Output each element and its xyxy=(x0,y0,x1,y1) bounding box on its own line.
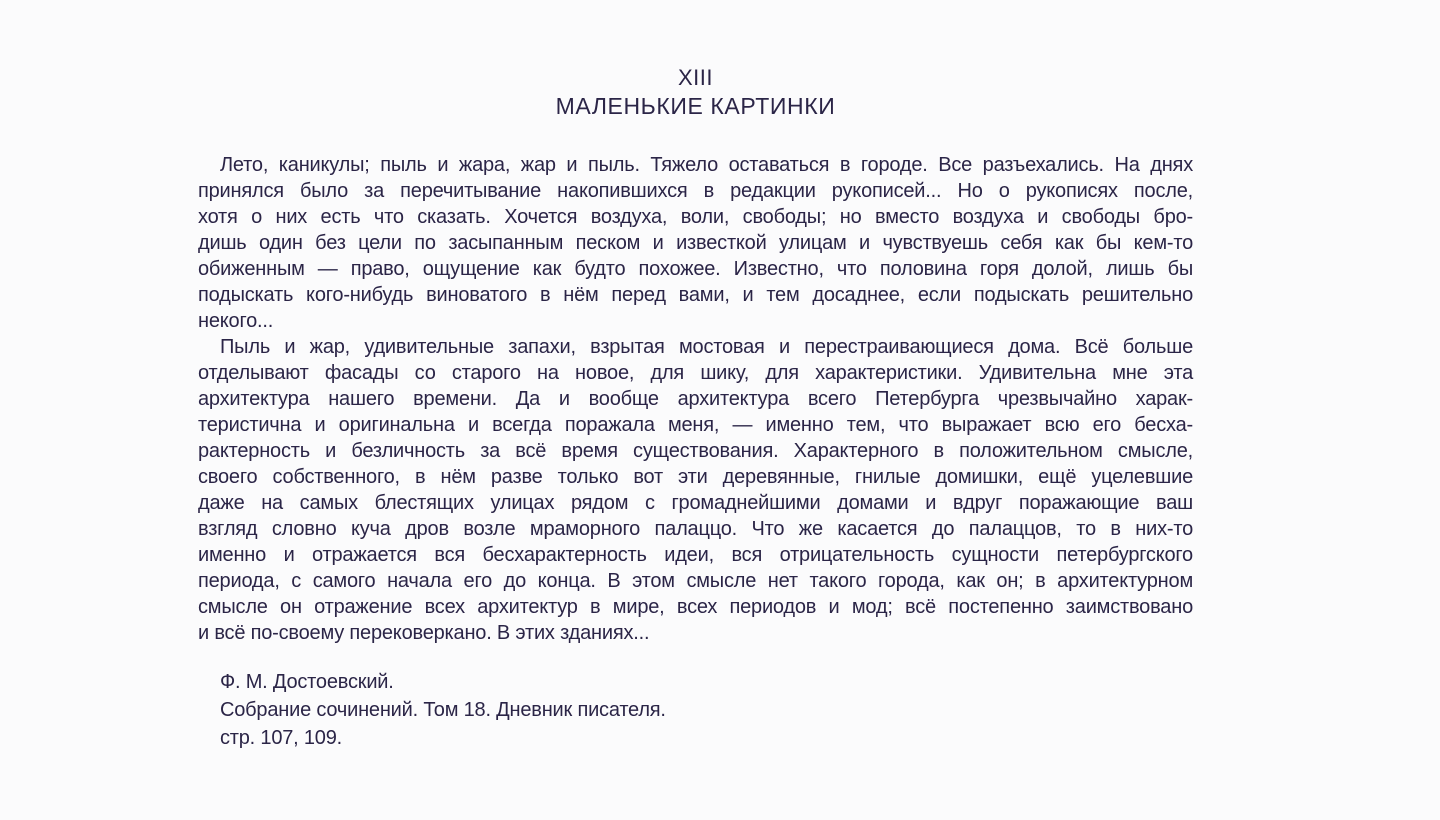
text-line: дишь один без цели по засыпанным песком и известкой улицам и чувствуешь себя как бы кем-то xyxy=(198,232,1193,254)
text-line: взгляд словно куча дров возле мраморного палаццо. Что же касается до палаццов, то в них-то xyxy=(198,518,1193,540)
text-line: некого... xyxy=(198,310,274,332)
attribution-block xyxy=(220,668,1193,752)
text-line: рактерность и безличность за всё время существования. Характерного в положительном смысле, xyxy=(198,440,1193,462)
text-line: отделывают фасады со старого на новое, для шику, для характеристики. Удивительна мне эта xyxy=(198,362,1193,384)
text-line: даже на самых блестящих улицах рядом с громаднейшими домами и вдруг поражающие ваш xyxy=(198,492,1193,514)
text-line: Лето, каникулы; пыль и жара, жар и пыль. Тяжело оставаться в городе. Все разъехались. На днях xyxy=(220,154,1193,176)
attribution-pages: стр. 107, 109. xyxy=(220,727,343,749)
text-line: теристична и оригинальна и всегда поражала меня, — именно тем, что выражает всю его бесха- xyxy=(198,414,1193,436)
chapter-number: XIII xyxy=(677,65,713,90)
attribution-author: Ф. М. Достоевский. xyxy=(220,671,394,693)
text-line: подыскать кого-нибудь виноватого в нём перед вами, и тем досаднее, если подыскать решительно xyxy=(198,284,1193,306)
text-line: смысле он отражение всех архитектур в мире, всех периодов и мод; всё постепенно заимствовано xyxy=(198,596,1193,618)
text-line: архитектура нашего времени. Да и вообще архитектура всего Петербурга чрезвычайно харак- xyxy=(198,388,1193,410)
text-line: именно и отражается вся бесхарактерность идеи, вся отрицательность сущности петербургского xyxy=(198,544,1193,566)
article-body xyxy=(198,152,1193,646)
text-line: обиженным — право, ощущение как будто похожее. Известно, что половина горя долой, лишь бы xyxy=(198,258,1193,280)
attribution-source: Собрание сочинений. Том 18. Дневник писателя. xyxy=(220,699,666,721)
document-page xyxy=(198,0,1193,752)
chapter-heading xyxy=(198,0,1193,120)
article-title: МАЛЕНЬКИЕ КАРТИНКИ xyxy=(555,93,836,119)
text-line: своего собственного, в нём разве только вот эти деревянные, гнилые домишки, ещё уцелевшие xyxy=(198,466,1193,488)
text-line: принялся было за перечитывание накопившихся в редакции рукописей... Но о рукописях после, xyxy=(198,180,1193,202)
text-line: Пыль и жар, удивительные запахи, взрытая мостовая и перестраивающиеся дома. Всё больше xyxy=(220,336,1193,358)
text-line: периода, с самого начала его до конца. В этом смысле нет такого города, как он; в архитектурном xyxy=(198,570,1193,592)
text-line: хотя о них есть что сказать. Хочется воздуха, воли, свободы; но вместо воздуха и свободы бро- xyxy=(198,206,1193,228)
text-line: и всё по-своему перековеркано. В этих зданиях... xyxy=(198,622,650,644)
